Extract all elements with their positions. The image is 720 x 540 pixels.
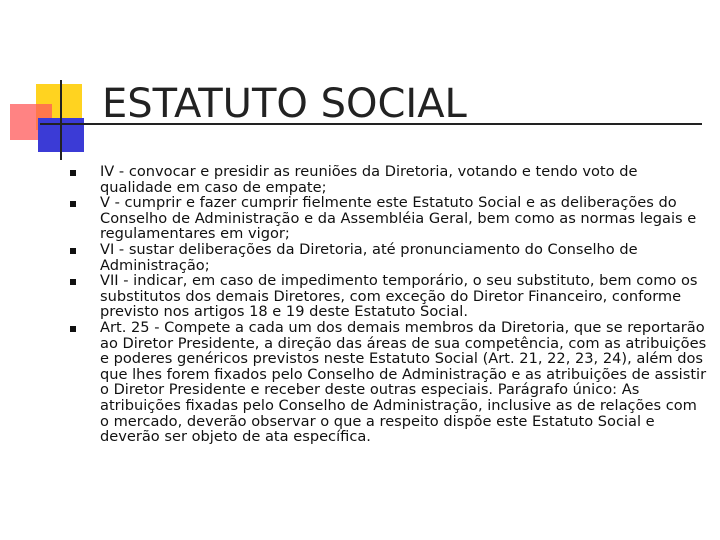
list-item xyxy=(100,164,710,195)
bullet-square-icon xyxy=(70,170,76,176)
bullet-text: V - cumprir e fazer cumprir fielmente este Estatuto Social e as deliberações do Conselho de Administração e da Assembléia Geral, bem como as normas legais e regulamentares em vigor; xyxy=(100,194,697,243)
bullet-text: VII - indicar, em caso de impedimento temporário, o seu substituto, bem como os substitutos dos demais Diretores, com exceção do Diretor Financeiro, conforme previsto nos artigos 18 e 19 deste Estatuto Social. xyxy=(100,272,698,321)
decor-vertical-line xyxy=(60,80,62,160)
bullet-text: IV - convocar e presidir as reuniões da Diretoria, votando e tendo voto de qualidade em caso de empate; xyxy=(100,163,638,196)
slide-title: ESTATUTO SOCIAL xyxy=(102,81,467,127)
list-item xyxy=(100,242,710,273)
list-item xyxy=(100,195,710,242)
bullet-square-icon xyxy=(70,201,76,207)
list-item xyxy=(100,320,710,445)
bullet-square-icon xyxy=(70,248,76,254)
bullet-list xyxy=(100,164,710,445)
bullet-square-icon xyxy=(70,326,76,332)
bullet-text: VI - sustar deliberações da Diretoria, até pronunciamento do Conselho de Administração; xyxy=(100,240,638,274)
bullet-text: Art. 25 - Compete a cada um dos demais membros da Diretoria, que se reportarão ao Diretor Presidente, a direção das áreas de sua competência, com as atribuições e poderes genéricos previstos neste Estatuto Social (Art. 21, 22, 23, 24), além dos que lhes forem fixados pelo Conselho de Administração e as atribuições de assistir o Diretor Presidente e receber deste outras especiais. Parágrafo único: As atribuições fixadas pelo Conselho de Administração, inclusive as de relações com o mercado, deverão observar o que a respeito dispõe este Estatuto Social e deverão ser objeto de ata específica. xyxy=(100,318,707,446)
bullet-square-icon xyxy=(70,279,76,285)
list-item xyxy=(100,273,710,320)
